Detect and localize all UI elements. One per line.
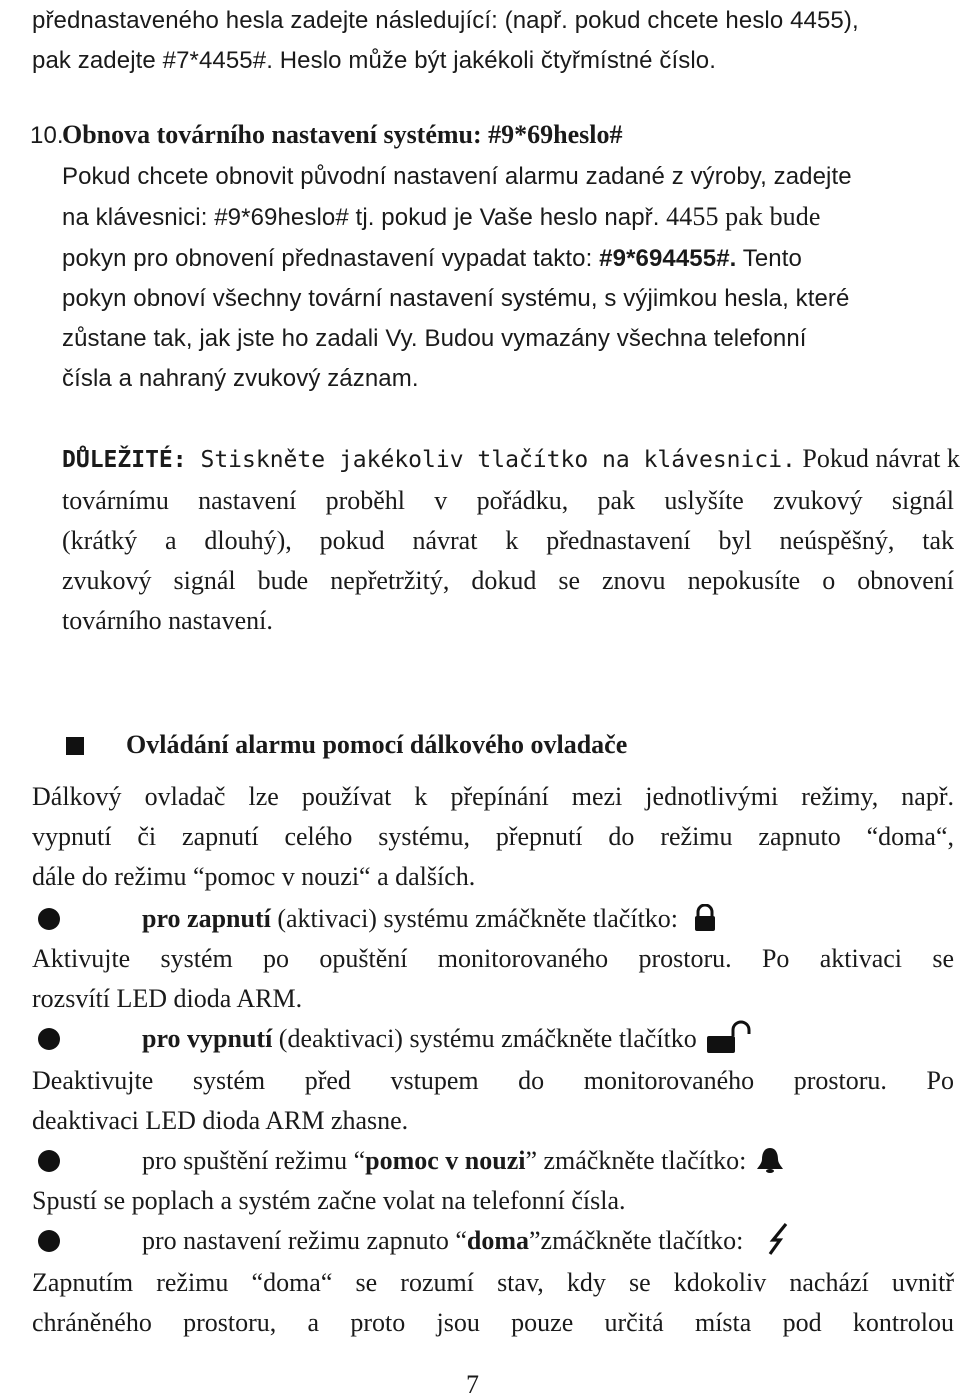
text-line: továrního nastavení. bbox=[62, 606, 273, 635]
lightning-icon bbox=[764, 1223, 794, 1255]
bullet-line: pro vypnutí (deaktivaci) systému zmáčkněte tlačítko bbox=[142, 1022, 753, 1056]
text-line: Aktivujte systém po opuštění monitorovaného prostoru. Po aktivaci se bbox=[32, 944, 954, 973]
text-line: Zapnutím režimu “doma“ se rozumí stav, kdy se kdokoliv nachází uvnitř bbox=[32, 1268, 954, 1297]
bullet-line: pro zapnutí (aktivaci) systému zmáčkněte tlačítko: bbox=[142, 902, 717, 936]
page-number: 7 bbox=[466, 1370, 479, 1399]
text-line: Deaktivujte systém před vstupem do monitorovaného prostoru. Po bbox=[32, 1066, 954, 1095]
text-line: čísla a nahraný zvukový záznam. bbox=[62, 365, 419, 392]
text-line: na klávesnici: #9*69heslo# tj. pokud je Vaše heslo např. 4455 pak bude bbox=[62, 202, 821, 231]
important-note: DŮLEŽITÉ: Stiskněte jakékoliv tlačítko na klávesnici. Pokud návrat k bbox=[62, 444, 960, 473]
text-line: zůstane tak, jak jste ho zadali Vy. Budou vymazány všechna telefonní bbox=[62, 325, 807, 352]
text-line: (krátký a dlouhý), pokud návrat k přednastavení byl neúspěšný, tak bbox=[62, 526, 954, 555]
text-line: pak zadejte #7*4455#. Heslo může být jakékoli čtyřmístné číslo. bbox=[32, 47, 716, 74]
section-title: Obnova továrního nastavení systému: #9*69heslo# bbox=[62, 120, 623, 149]
bullet-icon bbox=[38, 908, 60, 930]
text-line: přednastaveného hesla zadejte následující: (např. pokud chcete heslo 4455), bbox=[32, 7, 859, 34]
text-line: Dálkový ovladač lze používat k přepínání mezi jednotlivými režimy, např. bbox=[32, 782, 954, 811]
bullet-line: pro spuštění režimu “pomoc v nouzi” zmáčkněte tlačítko: bbox=[142, 1144, 785, 1178]
text-line: rozsvítí LED dioda ARM. bbox=[32, 984, 303, 1013]
text-line: Pokud chcete obnovit původní nastavení alarmu zadané z výroby, zadejte bbox=[62, 163, 852, 190]
text-line: Spustí se poplach a systém začne volat na telefonní čísla. bbox=[32, 1186, 626, 1215]
section-heading: Ovládání alarmu pomocí dálkového ovladače bbox=[126, 730, 628, 759]
bullet-icon bbox=[38, 1230, 60, 1252]
text-line: pokyn pro obnovení přednastavení vypadat takto: #9*694455#. Tento bbox=[62, 245, 802, 272]
text-line: chráněného prostoru, a proto jsou pouze určitá místa pod kontrolou bbox=[32, 1308, 954, 1337]
text-line: vypnutí či zapnutí celého systému, přepnutí do režimu zapnuto “doma“, bbox=[32, 822, 954, 851]
text-line: továrnímu nastavení proběhl v pořádku, pak uslyšíte zvukový signál bbox=[62, 486, 954, 515]
square-bullet-icon bbox=[66, 737, 84, 755]
text-line: pokyn obnoví všechny tovární nastavení systému, s výjimkou hesla, které bbox=[62, 285, 850, 312]
bullet-line: pro nastavení režimu zapnuto “doma”zmáčkněte tlačítko: bbox=[142, 1224, 794, 1258]
bullet-icon bbox=[38, 1028, 60, 1050]
bell-icon bbox=[755, 1146, 785, 1174]
text-line: dále do režimu “pomoc v nouzi“ a dalších. bbox=[32, 862, 476, 891]
bullet-icon bbox=[38, 1150, 60, 1172]
lock-closed-icon bbox=[693, 904, 717, 932]
text-line: deaktivaci LED dioda ARM zhasne. bbox=[32, 1106, 409, 1135]
text-line: zvukový signál bude nepřetržitý, dokud se znovu nepokusíte o obnovení bbox=[62, 566, 954, 595]
section-number: 10. bbox=[30, 122, 64, 149]
important-label: DŮLEŽITÉ: bbox=[62, 447, 187, 473]
lock-open-icon bbox=[705, 1020, 753, 1054]
